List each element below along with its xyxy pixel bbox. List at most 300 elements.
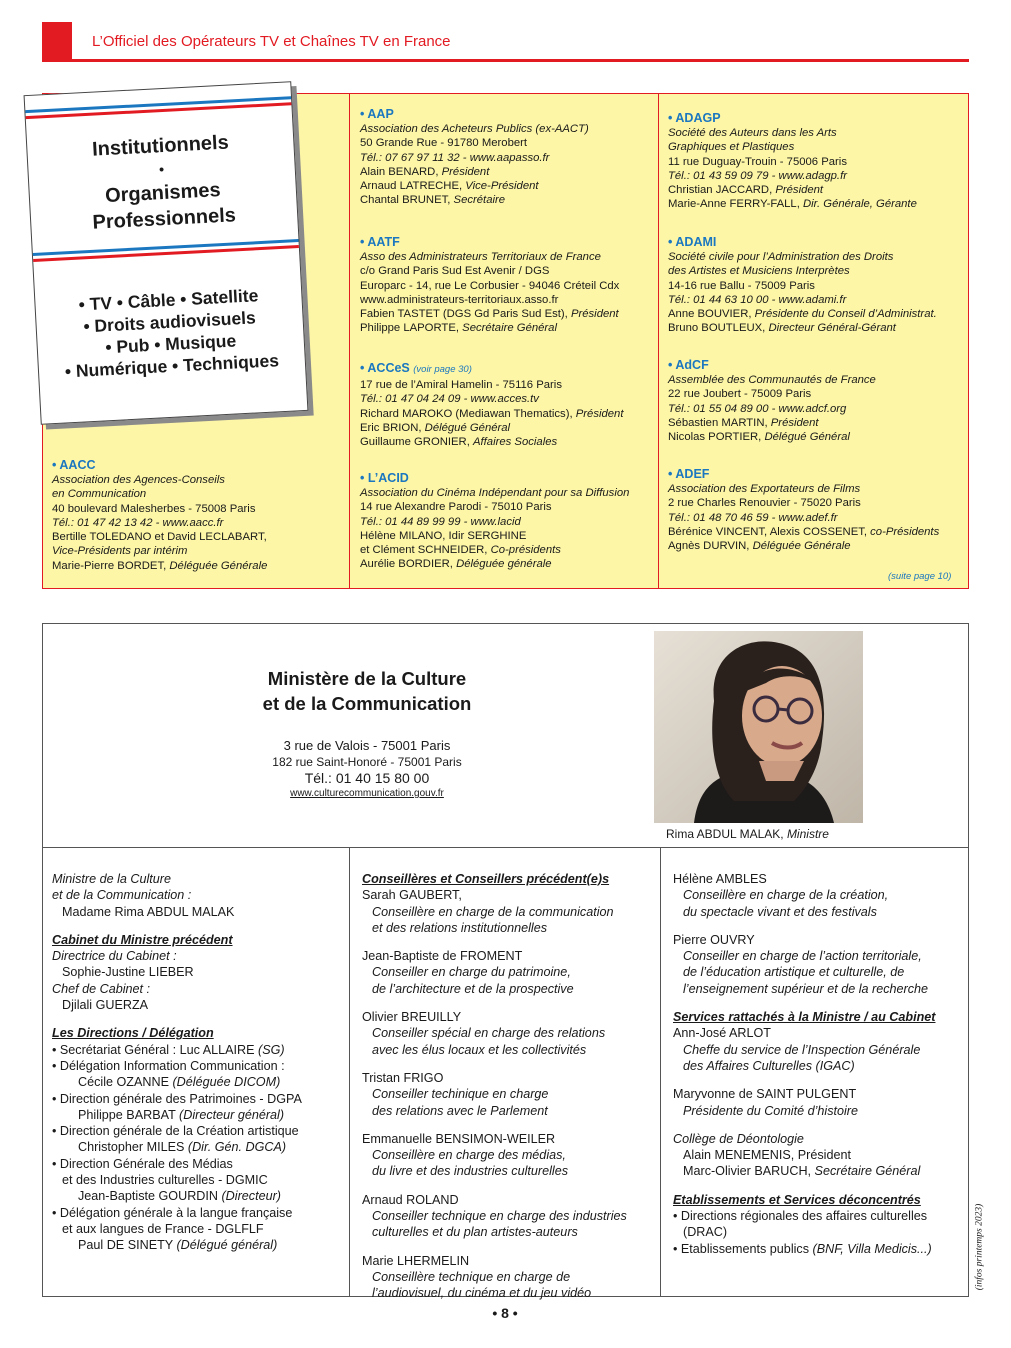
entry-line bbox=[360, 136, 655, 150]
entry-line bbox=[668, 169, 963, 183]
address-line: 3 rue de Valois - 75001 Paris bbox=[283, 738, 451, 753]
entry-text: Association des Acheteurs Publics (ex-AACT) bbox=[360, 123, 589, 135]
entry-name bbox=[360, 106, 655, 122]
line-text: Madame Rima ABDUL MALAK bbox=[62, 904, 235, 919]
person-name: Nicolas PORTIER, bbox=[668, 431, 765, 444]
list-line bbox=[362, 997, 657, 1009]
list-line bbox=[362, 981, 657, 997]
line-text: Ann-José ARLOT bbox=[673, 1026, 771, 1041]
list-line bbox=[52, 1188, 344, 1204]
line-text: Jean-Baptiste de FROMENT bbox=[362, 949, 523, 964]
entry-name bbox=[668, 234, 963, 250]
entry-line bbox=[668, 250, 963, 264]
line-text: Ministre de la Culture bbox=[52, 872, 171, 886]
entry-line bbox=[668, 155, 963, 169]
entry-contact: Tél.: 01 44 63 10 00 - www.adami.fr bbox=[668, 293, 847, 306]
ministry-address bbox=[200, 737, 534, 801]
entry-name bbox=[360, 360, 655, 378]
ministry-rule bbox=[42, 847, 969, 848]
person-role: Président bbox=[575, 407, 624, 420]
list-line bbox=[52, 871, 344, 887]
column-divider bbox=[349, 847, 350, 1297]
person-role: Président bbox=[770, 416, 819, 429]
list-line bbox=[673, 964, 965, 980]
person-name: Christian JACCARD, bbox=[668, 184, 776, 197]
list-line bbox=[673, 981, 965, 997]
entry-line bbox=[668, 293, 963, 307]
entry-line bbox=[360, 435, 655, 449]
person-role: (Directeur) bbox=[221, 1189, 281, 1204]
entry-acces bbox=[360, 360, 655, 449]
person-name: Marc-Olivier BARUCH, bbox=[683, 1164, 815, 1179]
person-role: (SG) bbox=[258, 1042, 285, 1057]
page-number: • 8 • bbox=[492, 1305, 518, 1321]
entry-name bbox=[360, 470, 655, 486]
list-line bbox=[362, 964, 657, 980]
entry-line bbox=[52, 502, 342, 516]
entry-name bbox=[668, 466, 963, 482]
entry-text: www.administrateurs-territoriaux.asso.fr bbox=[360, 293, 559, 306]
entry-text: Association des Exportateurs de Films bbox=[668, 483, 861, 495]
person-role: (BNF, Villa Medicis...) bbox=[812, 1241, 932, 1256]
list-line bbox=[362, 1070, 657, 1086]
list-line bbox=[673, 932, 965, 948]
entry-line bbox=[360, 407, 655, 421]
entry-line bbox=[360, 557, 655, 571]
person-role: (Dir. Gén. DGCA) bbox=[187, 1140, 287, 1155]
line-text: Conseillère en charge de la création, bbox=[683, 888, 889, 903]
line-text: Djilali GUERZA bbox=[62, 998, 149, 1013]
entry-line bbox=[360, 543, 655, 557]
person-name: Sébastien MARTIN, bbox=[668, 416, 771, 429]
column-divider bbox=[658, 93, 659, 589]
line-text: Cabinet du Ministre précédent bbox=[52, 932, 233, 947]
person-name: Christopher MILES bbox=[78, 1140, 188, 1155]
continued-note: (suite page 10) bbox=[888, 571, 952, 582]
list-line bbox=[362, 1224, 657, 1240]
line-text: (DRAC) bbox=[683, 1225, 728, 1240]
entry-note: (voir page 30) bbox=[413, 364, 472, 375]
ministry-title-line: Ministère de la Culture bbox=[267, 668, 467, 689]
person-name: Aurélie BORDIER, bbox=[360, 558, 457, 571]
entry-line bbox=[52, 544, 342, 558]
section-heading bbox=[673, 1192, 965, 1208]
entry-lacid bbox=[360, 470, 655, 572]
entry-name bbox=[668, 357, 963, 373]
inst-topic: • Pub • Musique bbox=[104, 330, 237, 358]
person-role: Co-présidents bbox=[490, 544, 561, 557]
line-text: et des Industries culturelles - DGMIC bbox=[62, 1173, 268, 1188]
person-name: Chantal BRUNET, bbox=[360, 194, 454, 207]
person-name: et Clément SCHNEIDER, bbox=[360, 544, 491, 557]
list-line bbox=[52, 948, 344, 964]
line-text: Sarah GAUBERT, bbox=[362, 888, 462, 903]
entry-line bbox=[360, 151, 655, 165]
person-name: Arnaud LATRECHE, bbox=[360, 180, 466, 193]
person-name: Eric BRION, bbox=[360, 421, 425, 434]
line-text: avec les élus locaux et les collectivités bbox=[372, 1042, 587, 1057]
entry-text: Association des Agences-Conseils bbox=[52, 474, 225, 486]
entry-name-text: • ADEF bbox=[668, 467, 710, 481]
entry-text: Assemblée des Communautés de France bbox=[668, 374, 876, 386]
list-line bbox=[362, 1025, 657, 1041]
header-title: L’Officiel des Opérateurs TV et Chaînes TV en France bbox=[92, 33, 451, 50]
person-name: Bruno BOUTLEUX, bbox=[668, 322, 769, 335]
line-text: Hélène AMBLES bbox=[673, 872, 767, 886]
line-text: et des relations institutionnelles bbox=[372, 920, 548, 935]
side-note-text: (infos printemps 2023) bbox=[974, 1203, 985, 1291]
line-text: Les Directions / Délégation bbox=[52, 1026, 214, 1041]
line-text: Conseillères et Conseillers précédent(e)s bbox=[362, 872, 610, 886]
list-line bbox=[52, 1205, 344, 1221]
line-text: • Direction générale de la Création artistique bbox=[52, 1124, 299, 1139]
entry-line bbox=[360, 279, 655, 293]
section-heading bbox=[52, 1025, 344, 1041]
person-role: Déléguée Générale bbox=[169, 559, 268, 572]
inst-heading-1: Institutionnels bbox=[91, 131, 230, 161]
person-name: Agnès DURVIN, bbox=[668, 540, 753, 553]
entry-name-text: • AdCF bbox=[668, 358, 709, 372]
line-text: culturelles et du plan artistes-auteurs bbox=[372, 1225, 578, 1240]
ministry-col-advisors bbox=[362, 871, 657, 1302]
inst-topic: • Droits audiovisuels bbox=[82, 307, 257, 337]
line-text: Maryvonne de SAINT PULGENT bbox=[673, 1087, 857, 1102]
entry-name bbox=[668, 110, 963, 126]
line-text: du spectacle vivant et des festivals bbox=[683, 904, 877, 919]
institutionnels-card bbox=[24, 81, 309, 425]
entry-aacc bbox=[52, 457, 342, 573]
line-text: Présidente du Comité d’histoire bbox=[683, 1103, 859, 1118]
person-name: Philippe BARBAT bbox=[78, 1107, 180, 1122]
entry-contact: Tél.: 01 43 59 09 79 - www.adagp.fr bbox=[668, 169, 847, 182]
list-line bbox=[52, 1139, 344, 1155]
section-heading bbox=[362, 871, 657, 887]
entry-line bbox=[52, 530, 342, 544]
entry-contact: Tél.: 01 47 42 13 42 - www.aacc.fr bbox=[52, 516, 224, 529]
entry-aap bbox=[360, 106, 655, 208]
entry-line bbox=[360, 529, 655, 543]
entry-line bbox=[360, 486, 655, 500]
list-line bbox=[673, 1058, 965, 1074]
person-name: Guillaume GRONIER, bbox=[360, 436, 473, 449]
entry-line bbox=[668, 496, 963, 510]
list-line bbox=[673, 887, 965, 903]
person-role: (Délégué général) bbox=[176, 1238, 278, 1253]
entry-text: des Artistes et Musiciens Interprètes bbox=[668, 265, 850, 278]
list-line bbox=[52, 1013, 344, 1025]
header-accent-block bbox=[42, 22, 72, 60]
person-role: (Directeur général) bbox=[179, 1107, 285, 1122]
person-role: Secrétaire Général bbox=[814, 1164, 921, 1179]
address-line: 182 rue Saint-Honoré - 75001 Paris bbox=[272, 755, 462, 769]
list-line bbox=[362, 1131, 657, 1147]
list-line bbox=[52, 1172, 344, 1188]
entry-name bbox=[52, 457, 342, 473]
list-line bbox=[362, 1192, 657, 1208]
list-line bbox=[52, 1058, 344, 1074]
list-line bbox=[673, 1119, 965, 1131]
entry-line bbox=[668, 307, 963, 321]
entry-text: 11 rue Duguay-Trouin - 75006 Paris bbox=[668, 155, 847, 168]
list-line bbox=[673, 1208, 965, 1224]
list-line bbox=[52, 1107, 344, 1123]
inst-heading-3: Professionnels bbox=[92, 204, 237, 234]
header-rule bbox=[42, 59, 969, 62]
column-divider bbox=[660, 847, 661, 1297]
list-line bbox=[673, 1074, 965, 1086]
list-line bbox=[673, 1180, 965, 1192]
person-role: Dir. Générale, Gérante bbox=[803, 198, 917, 211]
list-line bbox=[52, 997, 344, 1013]
person-role: Vice-Président bbox=[465, 180, 539, 193]
person-role: Président bbox=[441, 165, 490, 178]
line-text: Conseiller spécial en charge des relations bbox=[372, 1026, 606, 1041]
line-text: Conseiller techinique en charge bbox=[372, 1087, 549, 1102]
entry-text: 14 rue Alexandre Parodi - 75010 Paris bbox=[360, 501, 552, 514]
person-name: Bérénice VINCENT, Alexis COSSENET, bbox=[668, 525, 871, 538]
entry-line bbox=[360, 250, 655, 264]
line-text: Arnaud ROLAND bbox=[362, 1192, 459, 1207]
line-text: Cheffe du service de l’Inspection Générale bbox=[683, 1042, 921, 1057]
person-name: Richard MAROKO (Mediawan Thematics), bbox=[360, 407, 576, 420]
caption-name: Rima ABDUL MALAK, bbox=[666, 827, 784, 841]
list-line bbox=[673, 1224, 965, 1240]
entry-line bbox=[360, 321, 655, 335]
entry-line bbox=[52, 559, 342, 573]
entry-line bbox=[668, 264, 963, 278]
line-text: de l’éducation artistique et culturelle, de bbox=[683, 965, 905, 980]
entry-line bbox=[668, 402, 963, 416]
person-name: Cécile OZANNE bbox=[78, 1075, 173, 1090]
person-role: Délégué Général bbox=[424, 421, 511, 434]
inst-topic: • TV • Câble • Satellite bbox=[78, 285, 259, 315]
line-text: Emmanuelle BENSIMON-WEILER bbox=[362, 1131, 556, 1146]
entry-line bbox=[360, 293, 655, 307]
line-text: • Délégation Information Communication : bbox=[52, 1058, 285, 1073]
inst-heading-2: Organismes bbox=[104, 179, 222, 208]
entry-line bbox=[668, 539, 963, 553]
list-line bbox=[52, 904, 344, 920]
list-line bbox=[673, 1042, 965, 1058]
entry-line bbox=[360, 264, 655, 278]
entry-name-text: • ADAGP bbox=[668, 111, 721, 125]
person-name: Fabien TASTET (DGS Gd Paris Sud Est), bbox=[360, 308, 571, 321]
person-name: Alain BENARD, bbox=[360, 165, 442, 178]
line-text: du livre et des industries culturelles bbox=[372, 1164, 568, 1179]
list-line bbox=[52, 1074, 344, 1090]
section-heading bbox=[52, 932, 344, 948]
side-note bbox=[971, 1192, 985, 1302]
website-link[interactable]: www.culturecommunication.gouv.fr bbox=[290, 788, 444, 799]
entry-text: Société civile pour l’Administration des Droits bbox=[668, 251, 894, 263]
entry-contact: Tél.: 07 67 97 11 32 - www.aapasso.fr bbox=[360, 151, 550, 164]
entry-text: Asso des Administrateurs Territoriaux de France bbox=[360, 251, 601, 263]
person-role: Délégué Général bbox=[764, 431, 850, 444]
line-text: l’audiovisuel, du cinéma et du jeu vidéo bbox=[372, 1286, 592, 1301]
person-name: Paul DE SINETY bbox=[78, 1238, 177, 1253]
entry-text: Europarc - 14, rue Le Corbusier - 94046 Créteil Cdx bbox=[360, 279, 620, 292]
line-text: Conseiller en charge de l’action territoriale, bbox=[683, 949, 922, 964]
list-line bbox=[673, 871, 965, 887]
list-line bbox=[362, 1058, 657, 1070]
column-divider bbox=[349, 93, 350, 589]
entry-text: 22 rue Joubert - 75009 Paris bbox=[668, 388, 812, 401]
minister-portrait-illustration bbox=[654, 631, 863, 823]
person-name: • Etablissements publics bbox=[673, 1241, 813, 1256]
list-line bbox=[362, 1180, 657, 1192]
entry-adcf bbox=[668, 357, 963, 444]
list-line bbox=[362, 948, 657, 964]
list-line bbox=[362, 1241, 657, 1253]
line-text: Tristan FRIGO bbox=[362, 1070, 444, 1085]
entry-text: Association du Cinéma Indépendant pour sa Diffusion bbox=[360, 487, 630, 499]
entry-line bbox=[668, 140, 963, 154]
list-line bbox=[362, 887, 657, 903]
minister-photo bbox=[654, 631, 863, 823]
entry-line bbox=[360, 179, 655, 193]
entry-text: c/o Grand Paris Sud Est Avenir / DGS bbox=[360, 265, 550, 278]
inst-topic: • Numérique • Techniques bbox=[64, 350, 280, 382]
person-role: (Déléguée DICOM) bbox=[172, 1075, 281, 1090]
person-role: Déléguée Générale bbox=[752, 540, 851, 553]
list-line bbox=[362, 1285, 657, 1301]
list-line bbox=[673, 1163, 965, 1179]
entry-text: 17 rue de l’Amiral Hamelin - 75116 Paris bbox=[360, 379, 562, 391]
line-text: Conseillère technique en charge de bbox=[372, 1269, 571, 1284]
inst-topics bbox=[35, 282, 305, 384]
list-line bbox=[362, 1009, 657, 1025]
person-name: Anne BOUVIER, bbox=[668, 308, 755, 321]
line-text: Conseillère en charge des médias, bbox=[372, 1148, 566, 1163]
person-role: Président bbox=[570, 308, 619, 321]
entry-name bbox=[360, 234, 655, 250]
entry-name-text: • ACCeS bbox=[360, 361, 410, 375]
line-text: Directrice du Cabinet : bbox=[52, 949, 177, 964]
list-line bbox=[673, 904, 965, 920]
line-text: des relations avec le Parlement bbox=[372, 1103, 548, 1118]
entry-line bbox=[668, 430, 963, 444]
section-heading bbox=[673, 1009, 965, 1025]
entry-line bbox=[52, 487, 342, 501]
entry-line bbox=[360, 193, 655, 207]
person-name: Marie-Anne FERRY-FALL, bbox=[668, 198, 803, 211]
entry-line bbox=[360, 392, 655, 406]
entry-line bbox=[52, 473, 342, 487]
entry-contact: Tél.: 01 48 70 46 59 - www.adef.fr bbox=[668, 511, 838, 524]
list-line bbox=[52, 1237, 344, 1253]
line-text: de l’architecture et de la prospective bbox=[372, 981, 574, 996]
list-line bbox=[673, 1025, 965, 1041]
list-line bbox=[362, 1103, 657, 1119]
ministry-col-services bbox=[673, 871, 965, 1257]
list-line bbox=[673, 920, 965, 932]
line-text: et de la Communication : bbox=[52, 888, 192, 903]
line-text: • Délégation générale à la langue française bbox=[52, 1205, 293, 1220]
line-text: Pierre OUVRY bbox=[673, 932, 755, 947]
list-line bbox=[362, 920, 657, 936]
person-role: Secrétaire bbox=[453, 194, 506, 207]
list-line bbox=[52, 1042, 344, 1058]
person-name: • Secrétariat Général : Luc ALLAIRE bbox=[52, 1042, 259, 1057]
entry-text: Graphiques et Plastiques bbox=[668, 141, 795, 154]
person-role: Présidente du Conseil d’Administrat. bbox=[754, 308, 937, 321]
list-line bbox=[52, 920, 344, 932]
person-name: Philippe LAPORTE, bbox=[360, 322, 463, 335]
entry-name-text: • AATF bbox=[360, 235, 400, 249]
list-line bbox=[52, 1123, 344, 1139]
list-line bbox=[362, 1269, 657, 1285]
entry-line bbox=[668, 183, 963, 197]
ministry-col-directions bbox=[52, 871, 344, 1254]
entry-name-text: • AAP bbox=[360, 107, 394, 121]
list-line bbox=[673, 997, 965, 1009]
entry-line bbox=[668, 416, 963, 430]
entry-text: Vice-Présidents par intérim bbox=[52, 545, 188, 558]
list-line bbox=[52, 1221, 344, 1237]
entry-line bbox=[668, 525, 963, 539]
list-line bbox=[362, 1147, 657, 1163]
list-line bbox=[52, 1156, 344, 1172]
entry-line bbox=[668, 373, 963, 387]
entry-line bbox=[668, 126, 963, 140]
list-line bbox=[362, 1086, 657, 1102]
line-text: Marie LHERMELIN bbox=[362, 1253, 470, 1268]
phone: Tél.: 01 40 15 80 00 bbox=[304, 770, 430, 786]
line-text: • Direction Générale des Médias bbox=[52, 1156, 233, 1171]
line-text: des Affaires Culturelles (IGAC) bbox=[683, 1058, 855, 1073]
list-line bbox=[362, 1163, 657, 1179]
list-line bbox=[52, 1091, 344, 1107]
list-line bbox=[673, 1086, 965, 1102]
list-line bbox=[673, 1147, 965, 1163]
person-role: Directeur Général-Gérant bbox=[768, 322, 896, 335]
list-line bbox=[362, 904, 657, 920]
list-line bbox=[362, 1208, 657, 1224]
line-text: Chef de Cabinet : bbox=[52, 981, 151, 996]
entry-text: Société des Auteurs dans les Arts bbox=[668, 127, 837, 139]
entry-line bbox=[360, 421, 655, 435]
entry-line bbox=[360, 378, 655, 392]
list-line bbox=[673, 1103, 965, 1119]
entry-line bbox=[360, 122, 655, 136]
list-line bbox=[673, 1131, 965, 1147]
line-text: et aux langues de France - DGLFLF bbox=[62, 1221, 264, 1236]
list-line bbox=[362, 1042, 657, 1058]
line-text: Services rattachés à la Ministre / au Cabinet bbox=[673, 1010, 936, 1025]
list-line bbox=[52, 981, 344, 997]
entry-line bbox=[360, 165, 655, 179]
person-role: Déléguée générale bbox=[456, 558, 552, 571]
line-text: • Directions régionales des affaires culturelles bbox=[673, 1209, 928, 1224]
person-role: Secrétaire Général bbox=[462, 322, 557, 335]
entry-line bbox=[668, 279, 963, 293]
list-line bbox=[673, 1241, 965, 1257]
line-text: Etablissements et Services déconcentrés bbox=[673, 1192, 921, 1207]
list-line bbox=[52, 887, 344, 903]
entry-name-text: • L’ACID bbox=[360, 471, 409, 485]
line-text: Alain MENEMENIS, Président bbox=[683, 1148, 851, 1163]
ministry-title-line: et de la Communication bbox=[262, 693, 472, 714]
list-line bbox=[673, 948, 965, 964]
person-role: Affaires Sociales bbox=[473, 436, 558, 449]
list-line bbox=[362, 1253, 657, 1269]
entry-text: en Communication bbox=[52, 488, 147, 501]
person-name: Marie-Pierre BORDET, bbox=[52, 559, 170, 572]
entry-aatf bbox=[360, 234, 655, 336]
entry-adagp bbox=[668, 110, 963, 212]
line-text: • Direction générale des Patrimoines - DGPA bbox=[52, 1091, 302, 1106]
line-text: Conseiller en charge du patrimoine, bbox=[372, 965, 571, 980]
